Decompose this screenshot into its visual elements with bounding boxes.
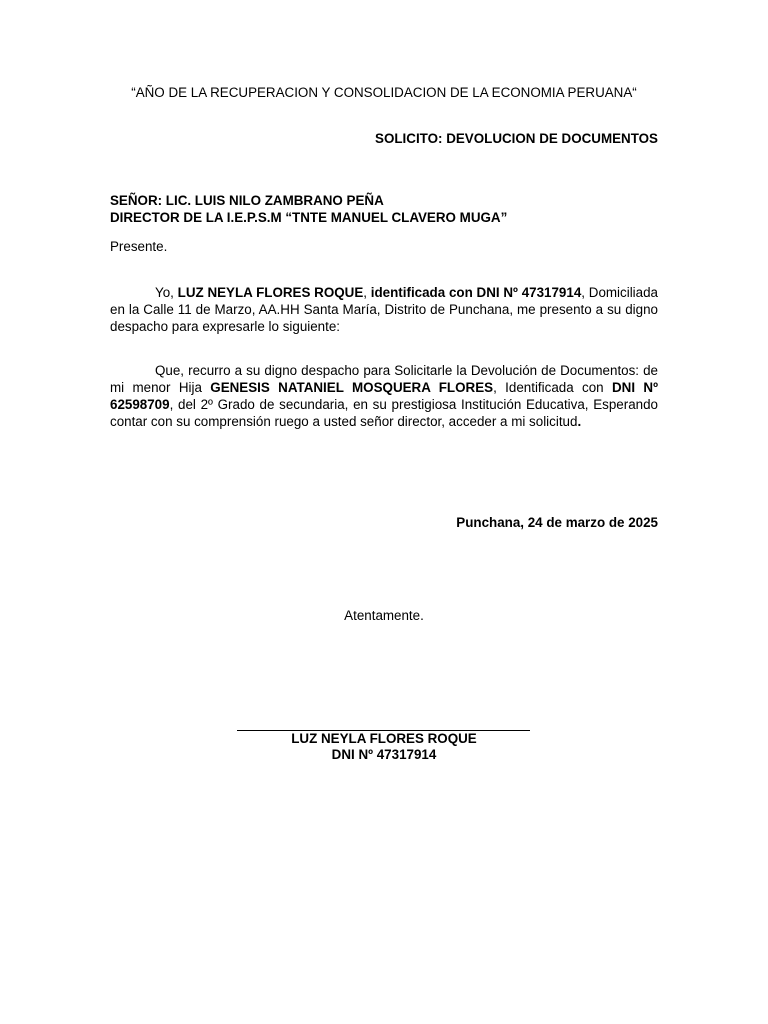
closing: Atentamente.	[344, 608, 424, 623]
child-name: GENESIS NATANIEL MOSQUERA FLORES	[210, 380, 494, 395]
p2-text-1: Que, recurro a su digno despacho para Solicitarle la Devolución de Documentos: de mi menor Hija	[110, 363, 658, 395]
p1-text-2: ,	[363, 285, 371, 300]
child-dni: DNI Nº 62598709	[110, 380, 658, 412]
paragraph-introduction	[110, 284, 658, 335]
signer-dni: DNI Nº 47317914	[331, 747, 437, 762]
addressee-name: SEÑOR: LIC. LUIS NILO ZAMBRANO PEÑA	[110, 193, 384, 208]
p2-end: .	[577, 414, 582, 429]
signer-name: LUZ NEYLA FLORES ROQUE	[291, 731, 477, 746]
addressee-block	[110, 192, 658, 226]
p2-text-2: , Identificada con	[493, 380, 612, 395]
year-motto: “AÑO DE LA RECUPERACION Y CONSOLIDACION DE LA ECONOMIA PERUANA“	[131, 85, 637, 100]
paragraph-request	[110, 362, 658, 430]
greeting: Presente.	[110, 239, 168, 254]
p1-text-3: , Domiciliada en la Calle 11 de Marzo, AA.HH Santa María, Distrito de Punchana, me presento a su digno despacho para expresarle lo siguiente:	[110, 285, 658, 334]
applicant-name: LUZ NEYLA FLORES ROQUE	[177, 285, 364, 300]
place-date: Punchana, 24 de marzo de 2025	[456, 515, 658, 530]
p2-text-3: , del 2º Grado de secundaria, en su prestigiosa Institución Educativa, Esperando contar con su comprensión ruego a usted señor director, acceder a mi solicitud	[110, 397, 658, 429]
signature-block	[0, 731, 768, 763]
applicant-id: identificada con DNI Nº 47317914	[370, 285, 582, 300]
addressee-title: DIRECTOR DE LA I.E.P.S.M “TNTE MANUEL CLAVERO MUGA”	[110, 210, 508, 225]
subject-line: SOLICITO: DEVOLUCION DE DOCUMENTOS	[375, 131, 658, 146]
p1-text-1: Yo,	[155, 285, 178, 300]
